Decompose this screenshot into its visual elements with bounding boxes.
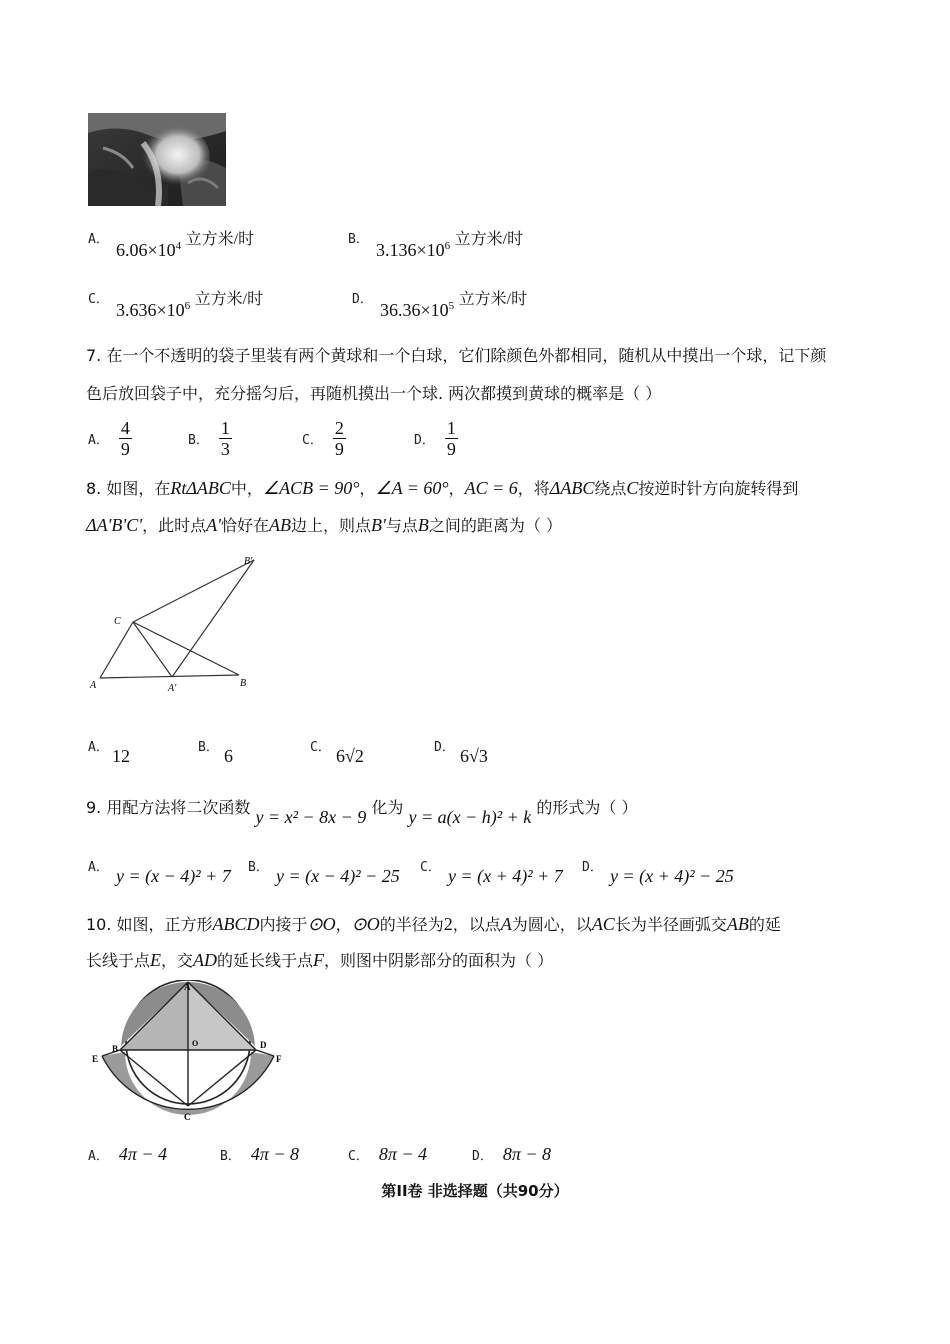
q10-figure <box>88 980 288 1126</box>
q10-stem-line1: 10. 如图，正方形ABCD内接于⊙O，⊙O的半径为2，以点A为圆心，以AC长为半径画弧交AB的延 <box>86 914 781 934</box>
label-d: D <box>260 1040 267 1050</box>
option-letter: B． <box>188 433 209 448</box>
q9-option-b-value: y = (x − 4)² − 25 <box>276 866 400 886</box>
option-letter: C． <box>348 1149 369 1164</box>
fraction: $\frac{4}{9}$ <box>120 418 130 459</box>
option-letter: D． <box>352 292 373 307</box>
label-a: A <box>90 680 97 691</box>
fraction: $\frac{1}{9}$ <box>446 418 456 459</box>
label-b1: B' <box>244 556 253 567</box>
q8-option-a-value: 12 <box>112 746 130 766</box>
q8-option-d[interactable] <box>434 736 455 755</box>
option-letter: C． <box>310 740 331 755</box>
q9-option-d[interactable] <box>582 856 603 875</box>
q6-option-a-value <box>116 231 255 261</box>
waterfall-photo <box>88 113 226 206</box>
option-letter: B． <box>348 232 369 247</box>
q9-option-a-value: y = (x − 4)² + 7 <box>116 866 231 886</box>
option-value: 3.636×10 <box>116 300 185 320</box>
option-unit: 立方米/时 <box>185 231 255 248</box>
segment-ac <box>100 622 133 678</box>
option-letter: A． <box>88 1149 109 1164</box>
exponent: 6 <box>184 300 191 312</box>
q6-option-d[interactable] <box>352 288 373 307</box>
q6-option-c[interactable] <box>88 288 109 307</box>
segment-ab <box>100 675 239 678</box>
q6-option-d-value <box>380 291 528 321</box>
q7-option-b[interactable] <box>188 418 232 459</box>
q7-option-c[interactable] <box>302 418 346 459</box>
q7-stem-line1: 7. 在一个不透明的袋子里装有两个黄球和一个白球，它们除颜色外都相同，随机从中摸出一个球，记下颜 <box>86 346 827 365</box>
q8-figure <box>84 548 274 698</box>
label-a1: A' <box>168 683 177 694</box>
q9-option-c-value: y = (x + 4)² + 7 <box>448 866 563 886</box>
exponent: 5 <box>448 300 455 312</box>
q6-option-a[interactable] <box>88 228 109 247</box>
option-letter: A． <box>88 232 109 247</box>
option-letter: C． <box>88 292 109 307</box>
option-letter: C． <box>302 433 323 448</box>
exponent: 4 <box>175 240 182 252</box>
label-o: O <box>192 1039 199 1048</box>
q7-option-d[interactable] <box>414 418 458 459</box>
option-letter: B． <box>198 740 219 755</box>
segment-ca1 <box>133 622 172 677</box>
q8-option-b-value: 6 <box>224 746 233 766</box>
q8-stem-line1: 8. 如图，在RtΔABC中，∠ACB = 90°，∠A = 60°，AC = 6，将ΔABC绕点C按逆时针方向旋转得到 <box>86 478 799 498</box>
option-value: 36.36×10 <box>380 300 449 320</box>
label-b: B <box>112 1044 119 1054</box>
q7-option-a[interactable] <box>88 418 132 459</box>
option-letter: B． <box>220 1149 241 1164</box>
q6-option-b[interactable] <box>348 228 369 247</box>
option-letter: A． <box>88 860 109 875</box>
q10-option-a[interactable] <box>88 1144 167 1165</box>
option-unit: 立方米/时 <box>458 291 528 308</box>
label-b: B <box>240 678 247 689</box>
fraction: $\frac{2}{9}$ <box>334 418 344 459</box>
q9-option-c[interactable] <box>420 856 441 875</box>
q10-option-c[interactable] <box>348 1144 427 1165</box>
segment-cb <box>133 622 239 675</box>
q10-option-b[interactable] <box>220 1144 299 1165</box>
option-unit: 立方米/时 <box>194 291 264 308</box>
q9-stem: 9. 用配方法将二次函数 y = x² − 8x − 9 化为 y = a(x − h)² + k 的形式为（ ） <box>86 798 638 827</box>
option-value: 8π − 4 <box>378 1144 427 1164</box>
option-value: 8π − 8 <box>502 1144 551 1164</box>
option-letter: D． <box>582 860 603 875</box>
q8-option-a[interactable] <box>88 736 109 755</box>
q10-stem-line2: 长线于点E，交AD的延长线于点F，则图中阴影部分的面积为（ ） <box>86 950 554 970</box>
option-value: 3.136×10 <box>376 240 445 260</box>
option-letter: D． <box>472 1149 493 1164</box>
q9-option-b[interactable] <box>248 856 269 875</box>
q8-option-d-value: 6√3 <box>460 746 488 766</box>
fraction: $\frac{1}{3}$ <box>220 418 230 459</box>
q9-option-d-value: y = (x + 4)² − 25 <box>610 866 734 886</box>
label-f: F <box>276 1054 282 1064</box>
label-e: E <box>92 1054 99 1064</box>
option-unit: 立方米/时 <box>454 231 524 248</box>
segment-a1b1 <box>172 560 254 677</box>
option-letter: D． <box>434 740 455 755</box>
q8-option-b[interactable] <box>198 736 219 755</box>
q8-option-c-value: 6√2 <box>336 746 364 766</box>
option-letter: B． <box>248 860 269 875</box>
label-c: C <box>184 1112 191 1122</box>
option-letter: A． <box>88 433 109 448</box>
label-a: A <box>184 982 191 992</box>
option-letter: A． <box>88 740 109 755</box>
q9-option-a[interactable] <box>88 856 109 875</box>
q10-option-d[interactable] <box>472 1144 551 1165</box>
label-c: C <box>114 616 121 627</box>
segment-cb1 <box>133 560 254 622</box>
q6-option-b-value <box>376 231 524 261</box>
option-letter: D． <box>414 433 435 448</box>
q6-option-c-value <box>116 291 264 321</box>
q7-stem-line2: 色后放回袋子中，充分摇匀后，再随机摸出一个球. 两次都摸到黄球的概率是（ ） <box>86 384 662 403</box>
option-letter: C． <box>420 860 441 875</box>
exponent: 6 <box>444 240 451 252</box>
section-title: 第II卷 非选择题（共90分） <box>381 1182 569 1200</box>
option-value: 4π − 8 <box>250 1144 299 1164</box>
option-value: 4π − 4 <box>118 1144 167 1164</box>
q8-stem-line2: ΔA'B'C'，此时点A'恰好在AB边上，则点B'与点B之间的距离为（ ） <box>86 515 562 535</box>
option-value: 6.06×10 <box>116 240 176 260</box>
q8-option-c[interactable] <box>310 736 331 755</box>
